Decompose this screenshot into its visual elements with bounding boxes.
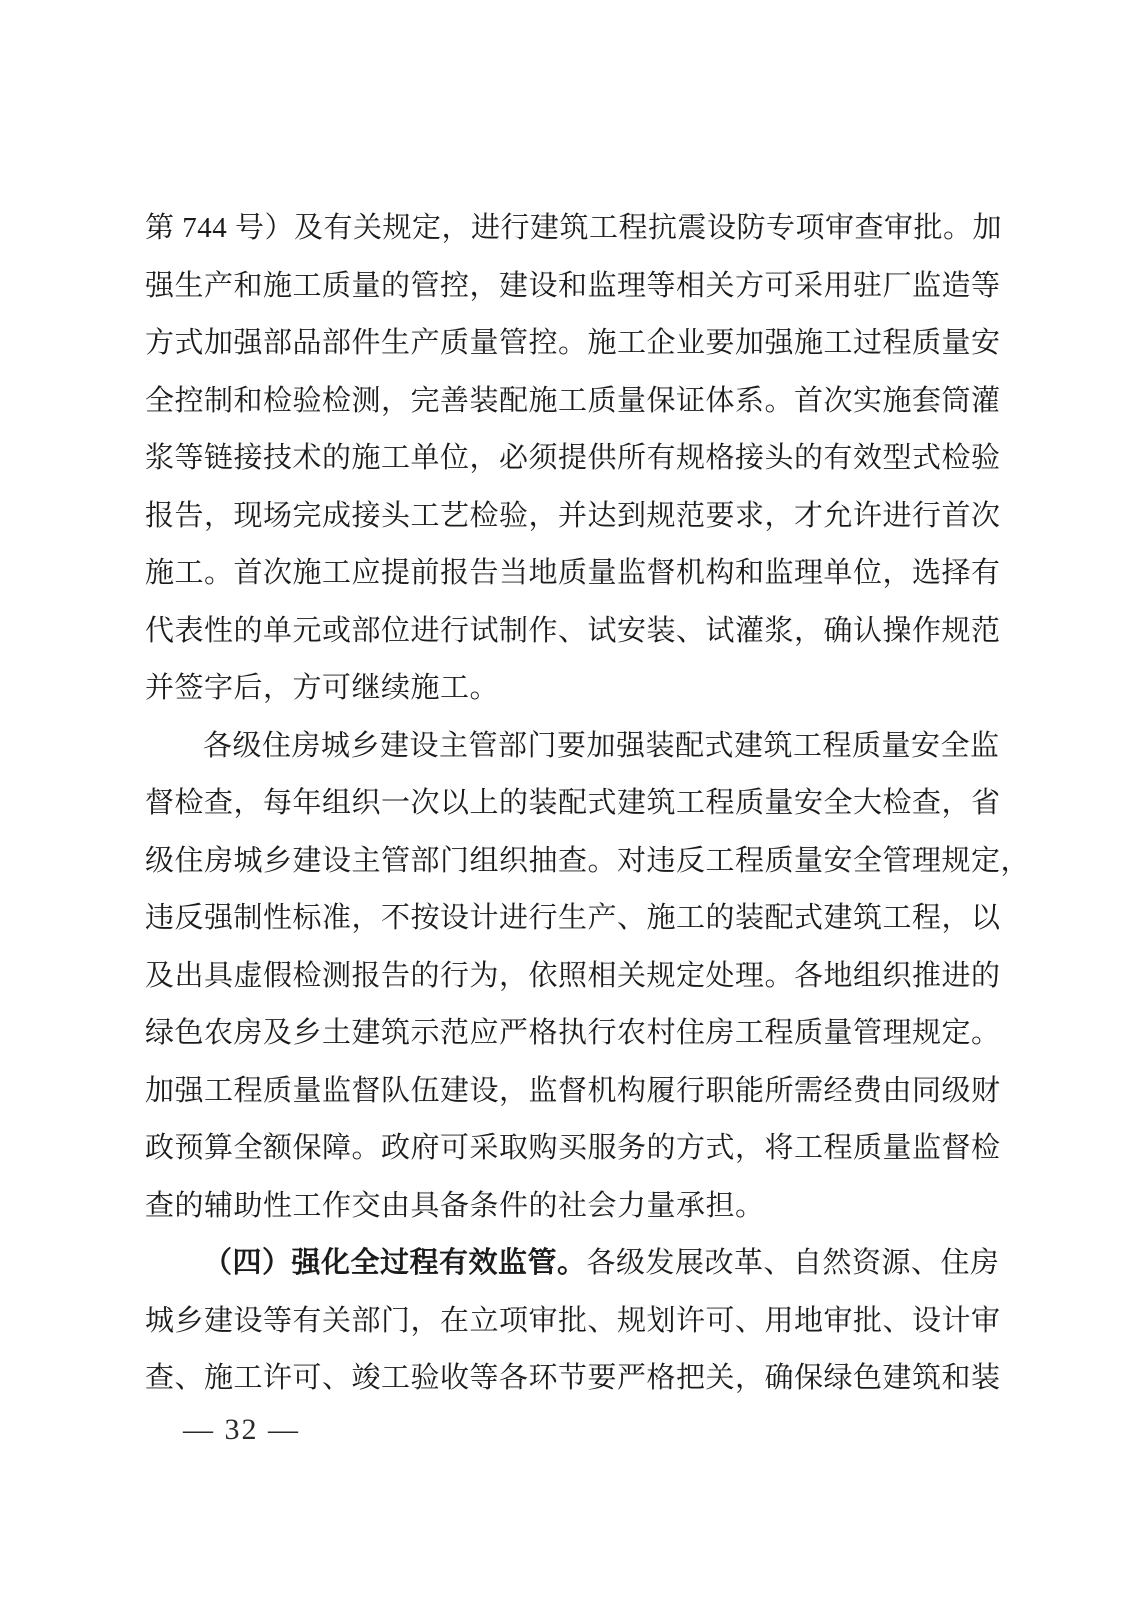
text-line: 政预算全额保障。政府可采取购买服务的方式，将工程质量监督检: [145, 1132, 1001, 1164]
text-line: 各级住房城乡建设主管部门要加强装配式建筑工程质量安全监: [203, 729, 1000, 762]
text-line: 级住房城乡建设主管部门组织抽查。对违反工程质量安全管理规定，: [145, 844, 1031, 877]
text-line: 施工。首次施工应提前报告当地质量监督机构和监理单位，选择有: [145, 557, 1001, 589]
text-line: 强生产和施工质量的管控，建设和监理等相关方可采用驻厂监造等: [145, 269, 1001, 302]
text-line: [145, 1235, 1000, 1293]
text-line: 督检查，每年组织一次以上的装配式建筑工程质量安全大检查，省: [145, 787, 1001, 819]
text-line: 违反强制性标准，不按设计进行生产、施工的装配式建筑工程，以: [145, 902, 1001, 934]
text-line: 查的辅助性工作交由具备条件的社会力量承担。: [145, 1189, 765, 1222]
text-line: 城乡建设等有关部门，在立项审批、规划许可、用地审批、设计审: [145, 1304, 1001, 1337]
text-line: 代表性的单元或部位进行试制作、试安装、试灌浆，确认操作规范: [145, 614, 1001, 647]
text-line: 第 744 号）及有关规定，进行建筑工程抗震设防专项审查审批。加: [145, 212, 1003, 244]
section-heading: （四）强化全过程有效监管。: [203, 1247, 587, 1279]
text-line: 浆等链接技术的施工单位，必须提供所有规格接头的有效型式检验: [145, 442, 1001, 474]
document-content: [145, 200, 1031, 1408]
text-line: 全控制和检验检测，完善装配施工质量保证体系。首次实施套筒灌: [145, 384, 1001, 417]
section-heading-rest: 各级发展改革、自然资源、住房: [586, 1247, 1000, 1279]
text-line: 及出具虚假检测报告的行为，依照相关规定处理。各地组织推进的: [145, 959, 1001, 992]
text-line: 绿色农房及乡土建筑示范应严格执行农村住房工程质量管理规定。: [145, 1017, 1001, 1049]
text-line: 并签字后，方可继续施工。: [145, 672, 500, 704]
page-number: — 32 —: [183, 1413, 300, 1446]
text-line: 查、施工许可、竣工验收等各环节要严格把关，确保绿色建筑和装: [145, 1362, 1001, 1394]
text-line: 方式加强部品部件生产质量管控。施工企业要加强施工过程质量安: [145, 327, 1001, 359]
text-line: 报告，现场完成接头工艺检验，并达到规范要求，才允许进行首次: [145, 499, 1001, 532]
text-line: 加强工程质量监督队伍建设，监督机构履行职能所需经费由同级财: [145, 1074, 1001, 1107]
